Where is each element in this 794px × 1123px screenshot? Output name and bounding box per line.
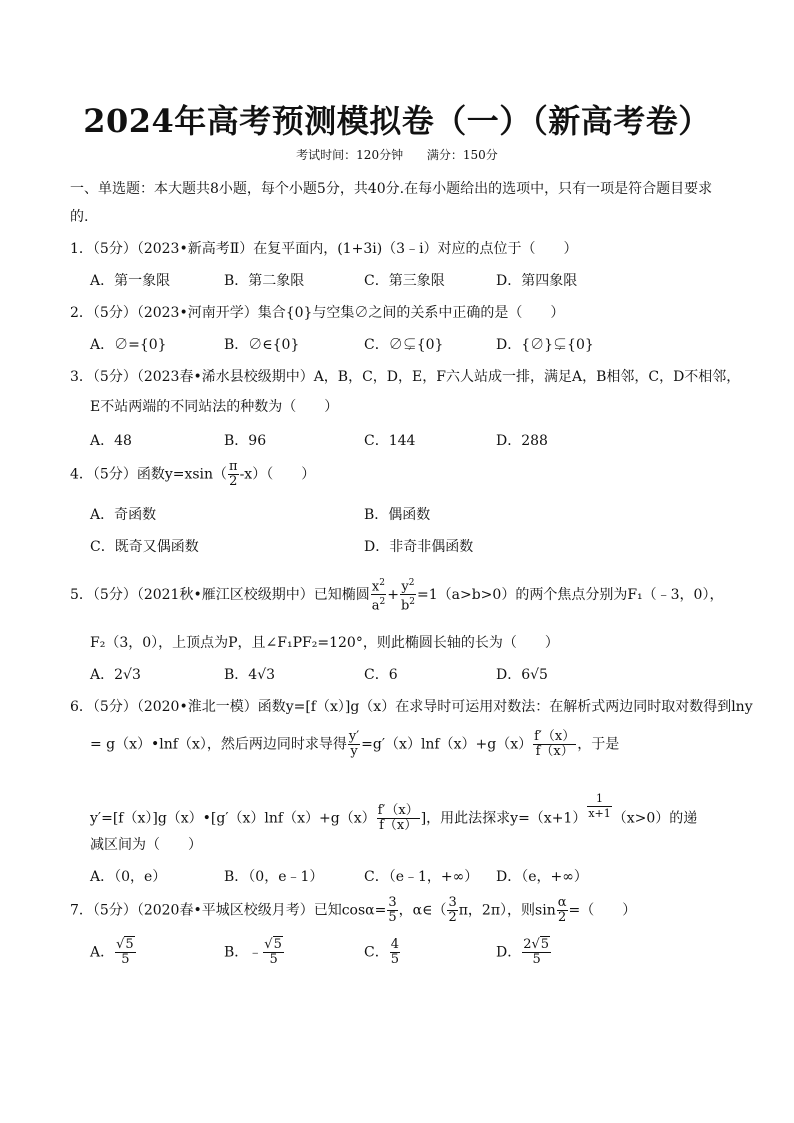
- q3-option-b[interactable]: B．96: [224, 433, 267, 449]
- q6-line2-b: =g′（x）lnf（x）+g（x）: [361, 736, 533, 753]
- q7-c-value: $\frac{4}{5}$: [390, 937, 399, 967]
- q6-line3-a: y′=[f（x）]g（x）•[g′（x）lnf（x）+g（x）: [90, 810, 376, 827]
- question-6-stem-line4: 减区间为（ ）: [90, 837, 202, 853]
- fprime-over-f: $\frac{f'(x)}{f(x)}$: [534, 729, 576, 759]
- q7-option-c[interactable]: [364, 938, 401, 967]
- q1-option-c[interactable]: C．第三象限: [364, 273, 445, 289]
- q1-option-a[interactable]: A．第一象限: [90, 273, 171, 289]
- q6-line2-a: = g（x）•lnf（x），然后两边同时求导得: [90, 736, 347, 753]
- q6-line3-b: ]，用此法探求y=（x+1）: [420, 810, 587, 827]
- q7-option-a[interactable]: [90, 938, 137, 967]
- question-6-stem-line3: [90, 792, 697, 833]
- exam-time: 考试时间：120分钟: [296, 148, 404, 162]
- page-title: 2024年高考预测模拟卷（一）（新高考卷）: [83, 102, 711, 140]
- pi-over-2-fraction: $\frac{\pi}{2}$: [229, 459, 238, 489]
- question-3-stem-line2: E不站两端的不同站法的种数为（ ）: [90, 399, 339, 415]
- q6-line3-c: （x>0）的递: [612, 810, 698, 827]
- question-6-stem: 6．（5分）（2020•淮北一模）函数y=[f（x）]g（x）在求导时可运用对数法：在解析式两边同时取对数得到lny: [70, 699, 753, 715]
- q7-b-value: $\frac{√5}{5}$: [264, 937, 282, 967]
- q5-option-d[interactable]: D．6√5: [496, 667, 548, 683]
- question-5-stem-line2: F₂（3，0），上顶点为P，且∠F₁PF₂=120°，则此椭圆长轴的长为（ ）: [90, 635, 559, 651]
- q7-a-label: A．: [90, 944, 115, 961]
- q7-stem-a: 7．（5分）（2020春•平城区校级月考）已知cosα=: [70, 902, 387, 919]
- q5-option-c[interactable]: C．6: [364, 667, 398, 683]
- q6-line2-c: ，于是: [577, 736, 620, 753]
- q1-option-b[interactable]: B．第二象限: [224, 273, 305, 289]
- question-4-stem: [70, 460, 315, 489]
- exponent-fraction: $\frac{1}{x+1}$: [588, 792, 611, 820]
- q4-option-b[interactable]: B．偶函数: [364, 507, 431, 523]
- question-3-stem: 3．（5分）（2023春•浠水县校级期中）A，B，C，D，E，F六人站成一排，满足A，B相邻，C，D不相邻，: [70, 369, 741, 385]
- q4-stem-a: 4．（5分）函数y=xsin（: [70, 466, 228, 483]
- three-fifths: $\frac{3}{5}$: [388, 895, 397, 925]
- ellipse-y-term: $\frac{y^2}{b^2}$: [400, 578, 415, 614]
- ellipse-x-term: $\frac{x^2}{a^2}$: [371, 578, 386, 614]
- exam-meta: [0, 146, 794, 163]
- question-6-stem-line2: [90, 730, 619, 759]
- q7-c-label: C．: [364, 944, 389, 961]
- q7-stem-b: ，α∈（: [398, 902, 447, 919]
- three-halves: $\frac{3}{2}$: [448, 895, 457, 925]
- q3-option-c[interactable]: C．144: [364, 433, 416, 449]
- alpha-halves: $\frac{\alpha}{2}$: [557, 895, 567, 925]
- q7-d-value: $\frac{2√5}{5}$: [523, 937, 550, 967]
- q6-option-a[interactable]: A．（0，e）: [90, 869, 167, 885]
- q7-stem-c: π，2π），则sin: [458, 902, 556, 919]
- q6-option-d[interactable]: D．（e，+∞）: [496, 869, 588, 885]
- q3-option-a[interactable]: A．48: [90, 433, 132, 449]
- fprime-over-f-2: $\frac{f'(x)}{f(x)}$: [377, 803, 419, 834]
- q2-option-b[interactable]: B．∅∈{0}: [224, 337, 300, 353]
- q4-option-a[interactable]: A．奇函数: [90, 507, 157, 523]
- q6-option-c[interactable]: C．（e﹣1，+∞）: [364, 869, 479, 885]
- q4-stem-b: -x）（ ）: [239, 466, 316, 483]
- q1-option-d[interactable]: D．第四象限: [496, 273, 578, 289]
- q3-option-d[interactable]: D．288: [496, 433, 548, 449]
- q4-option-c[interactable]: C．既奇又偶函数: [90, 539, 199, 555]
- question-5-stem: 5．（5分）（2021秋•雁江区校级期中）已知椭圆 $\frac{x^2}{a^2}$ + $\frac{y^2}{b^2}$ =1（a>b>0）的两个焦点分别为F₁（﹣3，0），: [70, 578, 724, 614]
- q7-stem-d: =（ ）: [568, 902, 637, 919]
- question-2-stem: 2．（5分）（2023•河南开学）集合{0}与空集∅之间的关系中正确的是（ ）: [70, 305, 565, 321]
- exam-score: 满分：150分: [426, 148, 498, 162]
- question-1-stem: 1．（5分）（2023•新高考Ⅱ）在复平面内，(1+3i)（3﹣i）对应的点位于（ ）: [70, 241, 578, 257]
- section-heading-line1: 一、单选题：本大题共8小题，每个小题5分，共40分.在每小题给出的选项中，只有一项是符合题目要求: [70, 181, 713, 197]
- q7-d-label: D．: [496, 944, 522, 961]
- q5-stem-a: 5．（5分）（2021秋•雁江区校级期中）已知椭圆: [70, 586, 370, 603]
- q5-stem-b: =1（a>b>0）的两个焦点分别为F₁（﹣3，0），: [417, 586, 724, 603]
- q4-option-d[interactable]: D．非奇非偶函数: [364, 539, 474, 555]
- q2-option-a[interactable]: A．∅={0}: [90, 337, 167, 353]
- q2-option-c[interactable]: C．∅⊊{0}: [364, 337, 444, 353]
- q7-option-d[interactable]: [496, 938, 552, 967]
- q7-a-value: $\frac{√5}{5}$: [116, 937, 134, 967]
- y-prime-over-y: $\frac{y'}{y}$: [348, 729, 360, 759]
- q5-option-b[interactable]: B．4√3: [224, 667, 276, 683]
- section-heading-line2: 的.: [70, 209, 89, 225]
- q5-option-a[interactable]: A．2√3: [90, 667, 141, 683]
- q7-option-b[interactable]: [224, 938, 285, 967]
- q2-option-d[interactable]: D．{∅}⊊{0}: [496, 337, 594, 353]
- question-7-stem: [70, 896, 636, 925]
- q6-option-b[interactable]: B．（0，e﹣1）: [224, 869, 324, 885]
- q7-b-label: B．﹣: [224, 944, 263, 961]
